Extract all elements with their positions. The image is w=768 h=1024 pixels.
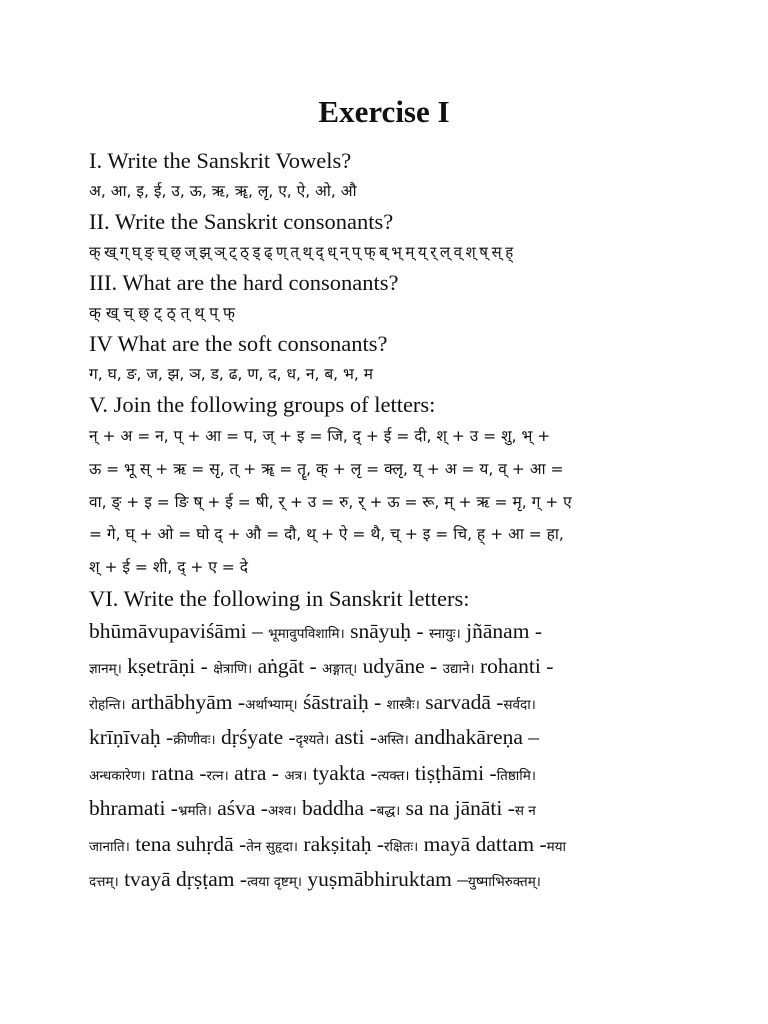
transliterated-word: udyāne - <box>357 654 443 679</box>
transliterated-word: kṣetrāṇi - <box>121 654 214 679</box>
join-line: श् + ई = शी, द् + ए = दे <box>89 558 248 577</box>
devanagari-answer: सर्वदा। <box>503 696 536 713</box>
devanagari-answer: रत्न। <box>206 767 229 784</box>
devanagari-answer: अन्धकारेण। <box>89 767 146 784</box>
devanagari-answer: अत्र। <box>284 767 308 784</box>
transliterated-word: śāstraiḥ - <box>297 689 387 714</box>
transliterated-word: rohanti - <box>474 654 554 679</box>
join-line: न् + अ = न, प् + आ = प, ज् + इ = जि, द् + ई = दी, श् + उ = शु, भ् + <box>89 427 551 445</box>
answer-vowels: अ, आ, इ, ई, उ, ऊ, ऋ, ॠ, लृ, ए, ऐ, ओ, औ <box>89 182 357 200</box>
transliterated-word: yuṣmābhiruktam – <box>302 867 469 892</box>
join-line: = गे, घ् + ओ = घो द् + औ = दौ, थ् + ऐ = थै, च् + इ = चि, ह् + आ = हा, <box>89 525 564 544</box>
transliterated-word: andhakāreṇa – <box>408 725 540 750</box>
question-2: II. Write the Sanskrit consonants? <box>89 209 394 234</box>
join-line: वा, ङ् + इ = ङि ष् + ई = षी, र् + उ = रु, र् + ऊ = रू, म् + ऋ = मृ, ग् + ए <box>89 492 572 511</box>
transliteration-line <box>89 614 679 650</box>
transliterated-word: aṅgāt - <box>252 654 323 679</box>
transliterated-word: ratna - <box>145 760 207 785</box>
devanagari-answer: जानाति। <box>89 838 130 855</box>
devanagari-answer: रोहन्ति। <box>89 696 126 713</box>
devanagari-answer: क्षेत्राणि। <box>213 661 253 678</box>
devanagari-answer: मया <box>546 838 567 855</box>
question-5: V. Join the following groups of letters: <box>89 392 436 417</box>
transliterated-word: arthābhyām - <box>125 689 246 714</box>
devanagari-answer: अश्व। <box>267 803 297 820</box>
devanagari-answer: अङ्गात्। <box>322 661 358 678</box>
transliteration-line <box>89 756 679 792</box>
transliteration-line <box>89 685 679 721</box>
transliteration-line <box>89 649 679 685</box>
devanagari-answer: शास्त्रैः। <box>386 696 420 713</box>
question-1: I. Write the Sanskrit Vowels? <box>89 148 352 173</box>
transliterated-word: krīṇīvaḥ - <box>89 725 174 750</box>
question-3: III. What are the hard consonants? <box>89 270 399 295</box>
join-line: ऊ = भू स् + ऋ = सृ, त् + ॠ = तॄ, क् + लृ = क्लृ, य् + अ = य, व् + आ = <box>89 459 564 478</box>
devanagari-answer: तिष्ठामि। <box>496 767 536 784</box>
devanagari-answer: भ्रमति। <box>177 803 212 820</box>
transliteration-line <box>89 720 679 756</box>
devanagari-answer: स न <box>514 803 536 820</box>
transliteration-line <box>89 862 679 898</box>
devanagari-answer: युष्माभिरुक्तम्। <box>468 874 541 891</box>
devanagari-answer: त्वया दृष्टम्। <box>247 874 303 891</box>
transliteration-line <box>89 791 679 827</box>
transliterated-word: tena suhṛdā - <box>129 831 247 856</box>
transliterated-word: snāyuḥ - <box>344 618 429 643</box>
transliterated-word: asti - <box>329 725 378 750</box>
transliterated-word: aśva - <box>211 796 268 821</box>
devanagari-answer: रक्षितः। <box>384 838 419 855</box>
devanagari-answer: ज्ञानम्। <box>89 661 122 678</box>
devanagari-answer: अस्ति। <box>377 732 409 749</box>
devanagari-answer: क्रीणीवः। <box>173 732 216 749</box>
transliterated-word: rakṣitaḥ - <box>298 831 385 856</box>
join-answers <box>89 420 679 584</box>
devanagari-answer: तेन सुहृदा। <box>246 838 299 855</box>
question-6: VI. Write the following in Sanskrit letters: <box>89 585 470 611</box>
page-title: Exercise I <box>318 94 450 129</box>
transliteration-answers <box>89 614 679 898</box>
transliterated-word: tiṣṭhāmi - <box>409 760 497 785</box>
answer-consonants: क् ख् ग् घ् ङ् च् छ् ज् झ् ञ् ट् ठ् ड् ढ् ण् त् थ् द् ध् न् प् फ् ब् भ् म् य् र् ल् व् श् ष् स् ह् <box>89 243 513 261</box>
devanagari-answer: दत्तम्। <box>89 874 119 891</box>
devanagari-answer: भूमावुपविशामि। <box>268 625 345 642</box>
transliterated-word: bhūmāvupaviśāmi – <box>89 618 269 643</box>
transliteration-line <box>89 827 679 863</box>
devanagari-answer: उद्याने। <box>442 661 475 678</box>
devanagari-answer: दृश्यते। <box>295 732 330 749</box>
devanagari-answer: स्नायुः। <box>428 625 461 642</box>
devanagari-answer: त्यक्त। <box>377 767 410 784</box>
exercise-content <box>89 146 679 898</box>
answer-soft-consonants: ग, घ, ङ, ज, झ, ञ, ड, ढ, ण, द, ध, न, ब, भ, म <box>89 365 374 383</box>
transliterated-word: baddha - <box>296 796 377 821</box>
devanagari-answer: अर्थाभ्याम्। <box>245 696 298 713</box>
transliterated-word: sarvadā - <box>419 689 504 714</box>
transliterated-word: atra - <box>228 760 285 785</box>
transliterated-word: tvayā dṛṣṭam - <box>118 867 248 892</box>
transliterated-word: dṛśyate - <box>215 725 296 750</box>
answer-hard-consonants: क् ख् च् छ् ट् ठ् त् थ् प् फ् <box>89 304 235 322</box>
transliterated-word: jñānam - <box>460 618 542 643</box>
transliterated-word: sa na jānāti - <box>400 796 515 821</box>
transliterated-word: tyakta - <box>307 760 378 785</box>
question-4: IV What are the soft consonants? <box>89 331 388 356</box>
transliterated-word: mayā dattam - <box>418 831 547 856</box>
transliterated-word: bhramati - <box>89 796 178 821</box>
devanagari-answer: बद्ध। <box>376 803 401 820</box>
